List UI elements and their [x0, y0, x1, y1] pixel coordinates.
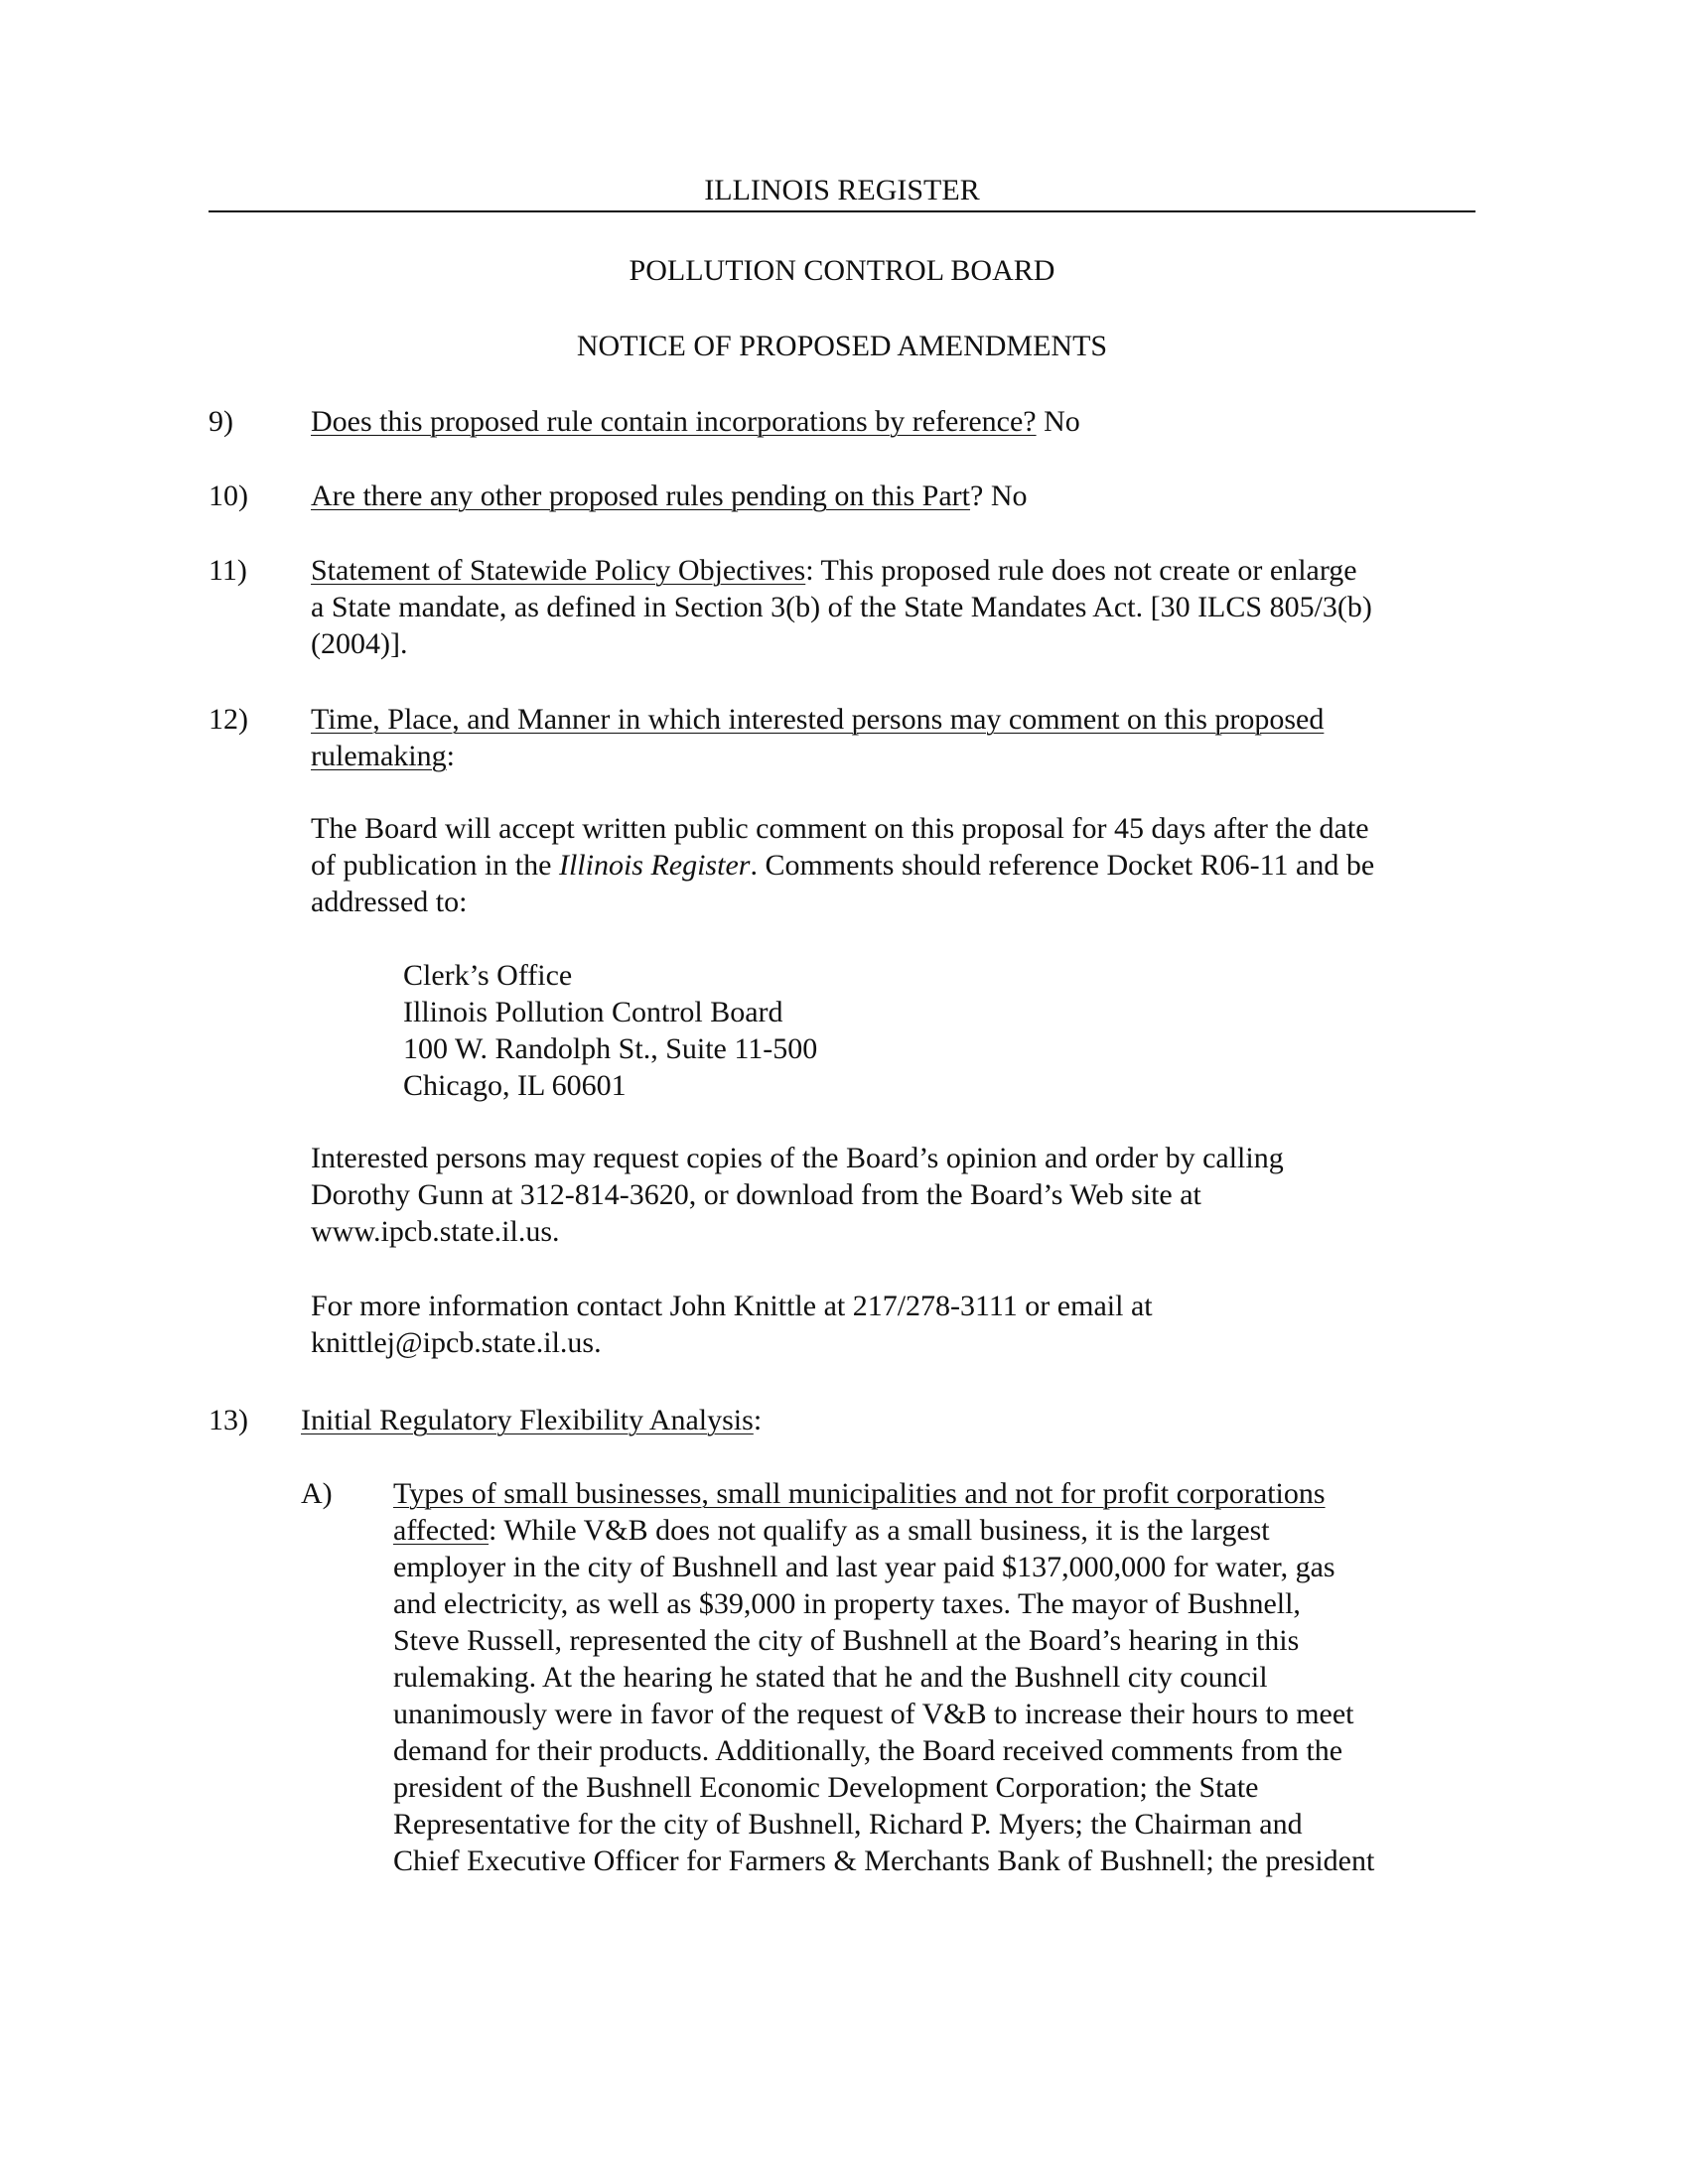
item-13-sub-a-label: A) [301, 1477, 333, 1510]
board-title: POLLUTION CONTROL BOARD [629, 254, 1055, 287]
item-10-number: 10) [209, 479, 248, 512]
item-12-paragraph-2: Interested persons may request copies of the Board’s opinion and order by calling Dorothy Gunn at 312-814-3620, or download from the Board’s Web site at www.ipcb.state.il.us. [311, 1142, 1284, 1248]
item-11-heading: Statement of Statewide Policy Objectives [311, 554, 806, 587]
address-line: Illinois Pollution Control Board [403, 996, 783, 1028]
item-13-sub-a-paragraph: Types of small businesses, small municipalities and not for profit corporations affected: While V&B does not qualify as a small business, it is the largest employer in the city of Bushnell and last year paid $137,000,000 for water, gas and electricity, as well as $39,000 in property taxes. The mayor of Bushnell, Steve Russell, represented the city of Bushnell at the Board’s hearing in this rulemaking. At the hearing he stated that he and the Bushnell city council unanimously were in favor of the request of V&B to increase their hours to meet demand for their products. Additionally, the Board received comments from the president of the Bushnell Economic Development Corporation; the State Representative for the city of Bushnell, Richard P. Myers; the Chairman and Chief Executive Officer for Farmers & Merchants Bank of Bushnell; the president [393, 1477, 1375, 1877]
item-12-paragraph-1: The Board will accept written public comment on this proposal for 45 days after the date of publication in the Illinois Register. Comments should reference Docket R06-11 and be addressed to: [311, 812, 1375, 918]
item-11-line-2: a State mandate, as defined in Section 3(b) of the State Mandates Act. [30 ILCS 805/3(b) [311, 591, 1372, 623]
item-11-line-1: Statement of Statewide Policy Objectives: This proposed rule does not create or enlarge [311, 554, 1357, 587]
sub-a-heading-line-1: Types of small businesses, small municipalities and not for profit corporations [393, 1477, 1326, 1510]
address-line: Clerk’s Office [403, 959, 573, 992]
item-10-text [311, 478, 1027, 514]
item-11-number: 11) [209, 554, 247, 587]
item-9-answer: No [1036, 405, 1080, 438]
clerk-address-block [403, 957, 817, 1104]
item-10-heading: Are there any other proposed rules pending on this Part [311, 479, 970, 512]
item-9-number: 9) [209, 405, 233, 438]
sub-a-heading-line-2: affected [393, 1514, 490, 1547]
item-13-text: Initial Regulatory Flexibility Analysis: [301, 1404, 763, 1436]
item-13-heading: Initial Regulatory Flexibility Analysis [301, 1404, 754, 1436]
item-9-heading: Does this proposed rule contain incorporations by reference? [311, 405, 1037, 438]
address-line: 100 W. Randolph St., Suite 11-500 [403, 1032, 818, 1065]
item-12-heading: Time, Place, and Manner in which interested persons may comment on this proposed rulemaking: [311, 703, 1325, 772]
item-12-heading-line-1: Time, Place, and Manner in which interested persons may comment on this proposed [311, 703, 1325, 736]
board-website-link[interactable]: www.ipcb.state.il.us. [311, 1215, 560, 1248]
address-line: Chicago, IL 60601 [403, 1069, 627, 1102]
item-11-paragraph [311, 552, 1372, 662]
item-9-text [311, 403, 1080, 440]
header-rule [209, 210, 1475, 212]
item-12-heading-line-2: rulemaking [311, 740, 447, 772]
item-10-answer: ? No [970, 479, 1028, 512]
item-12-number: 12) [209, 703, 248, 736]
notice-title: NOTICE OF PROPOSED AMENDMENTS [576, 330, 1108, 362]
item-11-line-3: (2004)]. [311, 627, 408, 660]
register-title: ILLINOIS REGISTER [704, 174, 980, 206]
contact-email-link[interactable]: knittlej@ipcb.state.il.us. [311, 1326, 602, 1359]
item-12-paragraph-3: For more information contact John Knittle at 217/278-3111 or email at knittlej@ipcb.state.il.us. [311, 1290, 1153, 1359]
item-13-number: 13) [209, 1404, 248, 1436]
illinois-register-italic: Illinois Register [558, 849, 751, 882]
